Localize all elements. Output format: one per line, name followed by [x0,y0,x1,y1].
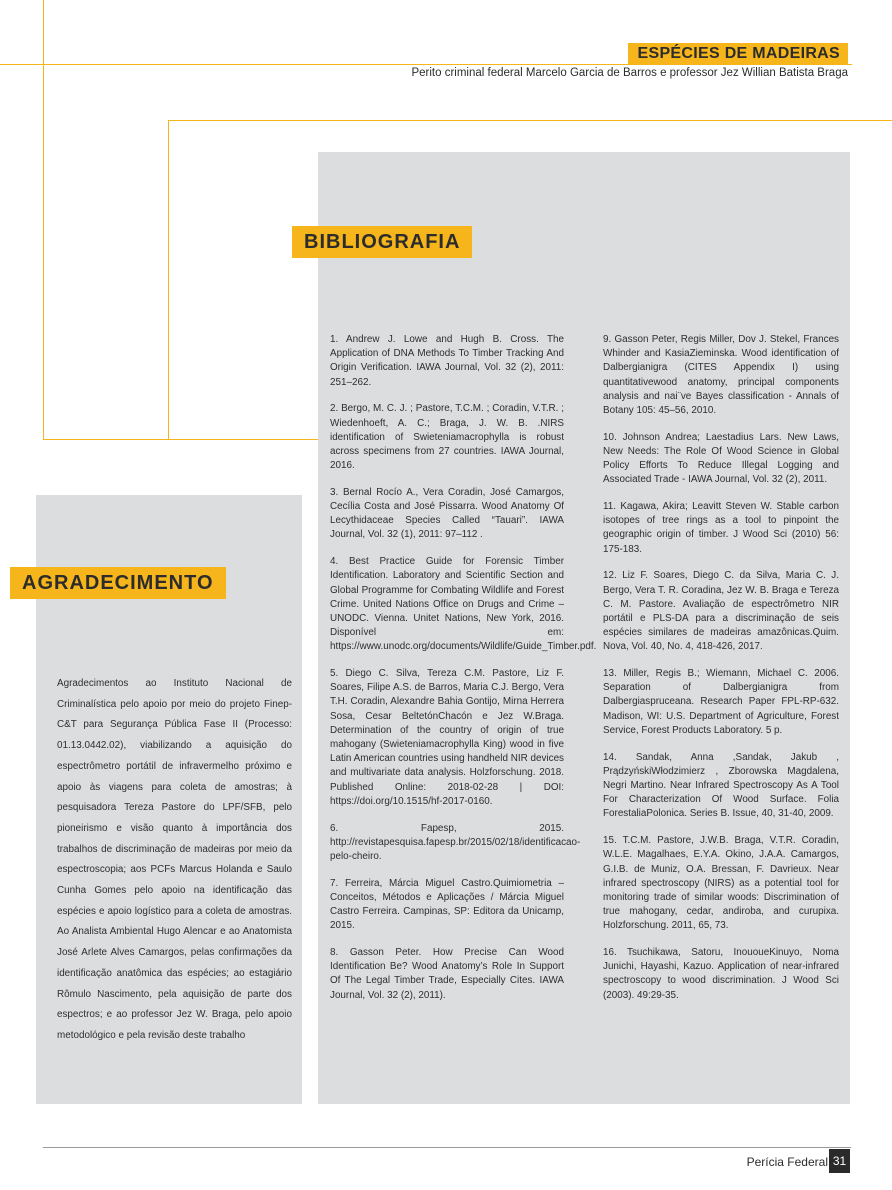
page-number: 31 [829,1149,850,1173]
reference-item: 16. Tsuchikawa, Satoru, InououeKinuyo, Noma Junichi, Hayashi, Kazuo. Application of near-infrared spectroscopy to wood discrimination. J Wood Sci (2003). 49:29-35. [603,947,839,1001]
reference-item: 11. Kagawa, Akira; Leavitt Steven W. Stable carbon isotopes of tree rings as a tool to pinpoint the geographic origin of timber. J Wood Sci (2010) 56: 175-183. [603,501,839,555]
inner-vertical-line [168,120,169,440]
bibliography-column-2 [603,333,839,1015]
reference-item: 2. Bergo, M. C. J. ; Pastore, T.C.M. ; Coradin, V.T.R. ; Wiedenhoeft, A. C.; Braga, J. W. B. .NIRS identification of Swieteniamacrophylla is robust across specimens from 27 countries. IAWA Journal, 2016. [330,403,564,472]
reference-item: 3. Bernal Rocío A., Vera Coradin, José Camargos, Cecília Costa and José Pissarra. Wood Anatomy Of Lecythidaceae Species Called “Tauari”. IAWA Journal, Vol. 32 (1), 2011: 97–112 . [330,486,564,541]
reference-item: 12. Liz F. Soares, Diego C. da Silva, Maria C. J. Bergo, Vera T. R. Coradina, Jez W. B. Braga e Tereza C. M. Pastore. Avaliação de espectrômetro NIR portátil e PLS-DA para a discriminação de seis espécies similares de madeiras amazônicas.Quim. Nova, Vol. 40, No. 4, 418-426, 2017. [603,570,839,653]
reference-item: 14. Sandak, Anna ,Sandak, Jakub , PrądzyńskiWłodzimierz , Zborowska Magdalena, Negri Martino. Near Infrared Spectroscopy As A Tool For Characterization Of Wood Surface. Folia ForestaliaPolonica. Series B. Issue, 40, 31-40, 2009. [603,751,839,820]
header-rule [0,64,852,65]
bibliography-column-1 [330,333,597,1015]
reference-item: 13. Miller, Regis B.; Wiemann, Michael C. 2006. Separation of Dalbergianigra from Dalbergiaspruceana. Research Paper FPL-RP-632. Madison, WI: U.S. Department of Agriculture, Forest Service, Forest Products Laboratory. 5 p. [603,668,839,736]
reference-item: 1. Andrew J. Lowe and Hugh B. Cross. The Application of DNA Methods To Timber Tracking And Origin Verification. IAWA Journal, Vol. 32 (2), 2011: 251–262. [330,334,564,388]
acknowledgements-text: Agradecimentos ao Instituto Nacional de Criminalística pelo apoio por meio do projeto Finep-C&T para Segurança Pública Fase II (Processo: 01.13.0442.02), viabilizando a aquisição do espectrômetro portátil de infravermelho próximo e apoio às viagens para coleta de amostras; à pesquisadora Tereza Pastore do LPF/SFB, pelo pioneirismo e visão quanto à importância dos trabalhos de discriminação de madeiras por meio da espectroscopia; aos PCFs Marcus Holanda e Saulo Cunha Gomes pelo apoio na identificação das espécies e apoio logístico para a coleta de amostras. Ao Analista Ambiental Hugo Alencar e ao Anatomista José Arlete Alves Camargos, pelas confirmações da identificação anatômica das espécies; ao estagiário Rômulo Nascimento, pela aquisição de parte dos espectros; e ao professor Jez W. Braga, pelo apoio metodológico e pela revisão deste trabalho [57,678,292,1041]
bibliography-title: BIBLIOGRAFIA [292,226,472,258]
top-left-vertical-line [43,0,44,440]
magazine-name: Perícia Federal [746,1155,828,1169]
reference-item: 8. Gasson Peter. How Precise Can Wood Identification Be? Wood Anatomy’s Role In Support Of The Legal Timber Trade, Especially Cites. IAWA Journal, Vol. 32 (2), 2011). [330,947,564,1001]
reference-item: 10. Johnson Andrea; Laestadius Lars. New Laws, New Needs: The Role Of Wood Science in Global Policy Efforts To Reduce Illegal Logging and Associated Trade - IAWA Journal, Vol. 32 (2), 2011. [603,431,839,486]
reference-item: 15. T.C.M. Pastore, J.W.B. Braga, V.T.R. Coradin, W.L.E. Magalhaes, E.Y.A. Okino, J.A.A. Camargos, G.I.B. de Muniz, O.A. Bressan, F. Davrieux. Near infrared spectroscopy (NIRS) as a potential tool for monitoring trade of similar woods: Discrimination of true mahogany, cedar, andiroba, and curupixa. Holzforschung. 2011, 65, 73. [603,835,839,932]
acknowledgements-title: AGRADECIMENTO [10,567,226,599]
reference-item: 4. Best Practice Guide for Forensic Timber Identification. Laboratory and Scientific Section and Global Programme for Combating Wildlife and Forest Crime. United Nations Office on Drugs and Crime – UNODC. Vienna. Unitet Nations, New York, 2016. Disponível em: https://www.unodc.org/documents/Wildlife/Guide_Timber.pdf. [330,556,597,653]
inner-top-line [168,120,892,121]
reference-item: 9. Gasson Peter, Regis Miller, Dov J. Stekel, Frances Whinder and KasiaZieminska. Wood identification of Dalbergianigra (CITES Appendix I) using quantitativewood anatomy, principal components analysis and nai¨ve Bayes classification - Annals of Botany 105: 45–56, 2010. [603,334,839,417]
reference-item: 7. Ferreira, Márcia Miguel Castro.Quimiometria – Conceitos, Métodos e Aplicações / Márcia Miguel Castro Ferreira. Campinas, SP: Editora da Unicamp, 2015. [330,877,564,932]
footer-rule [43,1147,851,1148]
article-authors: Perito criminal federal Marcelo Garcia de Barros e professor Jez Willian Batista Braga [411,67,848,79]
reference-item: 6. Fapesp, 2015. http://revistapesquisa.fapesp.br/2015/02/18/identificacao-pelo-cheiro. [330,822,581,862]
connector-line [43,439,318,440]
reference-item: 5. Diego C. Silva, Tereza C.M. Pastore, Liz F. Soares, Filipe A.S. de Barros, Maria C.J. Bergo, Vera T.H. Coradin, Alexandre Bahia Gontijo, Mirna Herrera Sosa, Cesar BeltetónChacón e Jez W.Braga. Determination of the country of origin of true mahogany (Swieteniamacrophylla King) wood in five Latin American countries using handheld NIR devices and multivariate data analysis. Holzforschung. 2018. Published Online: 2018-02-28 | DOI: https://doi.org/10.1515/hf-2017-0160. [330,668,564,807]
section-title: ESPÉCIES DE MADEIRAS [628,43,848,64]
